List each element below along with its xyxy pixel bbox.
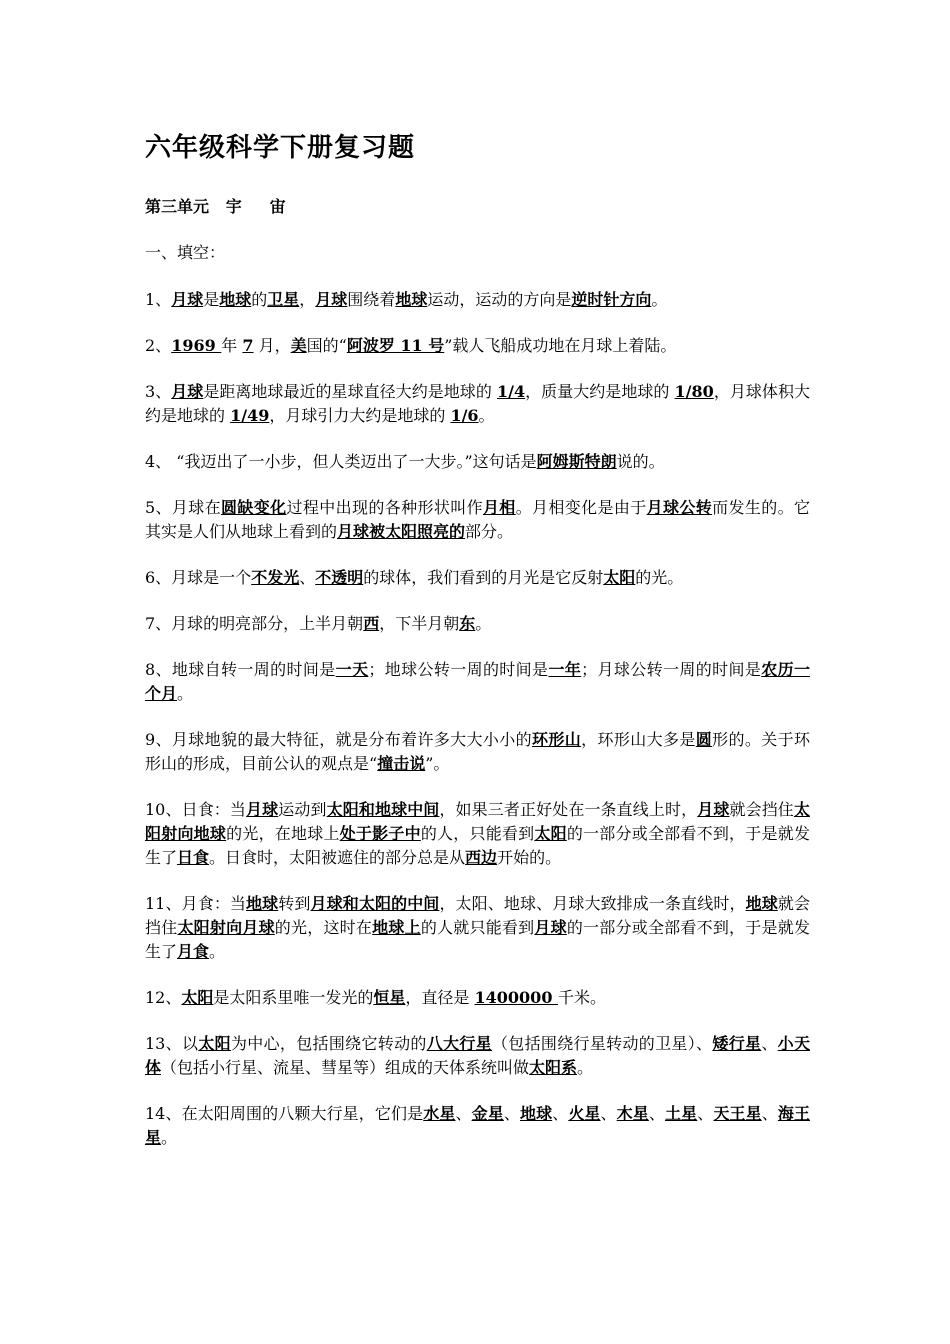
question-13 bbox=[145, 1032, 810, 1080]
question-text: ；地球公转一周的时间是 bbox=[368, 660, 549, 679]
question-text: 的光。 bbox=[635, 568, 684, 587]
unit-heading: 第三单元 宇 宙 bbox=[145, 197, 286, 216]
answer-text: 月球被太阳照亮的 bbox=[337, 522, 466, 541]
question-text: 开始的。 bbox=[497, 848, 562, 867]
answer-text: 水星 bbox=[423, 1104, 456, 1123]
question-text: 千米。 bbox=[558, 988, 607, 1007]
question-text: ，月球引力大约是地球的 bbox=[269, 406, 451, 425]
question-text: ，如果三者正好处在一条直线上时， bbox=[439, 800, 698, 819]
question-text: 5、月球在 bbox=[145, 498, 222, 517]
answer-text: 金星 bbox=[471, 1104, 504, 1123]
answer-text: 太阳 bbox=[198, 1034, 231, 1053]
question-list bbox=[145, 288, 810, 1150]
question-text: 。 bbox=[577, 1058, 594, 1077]
question-text: 是距离地球最近的星球直径大约是地球的 bbox=[203, 382, 497, 401]
question-text: 的光，这时在 bbox=[274, 918, 373, 937]
answer-text: 恒星 bbox=[373, 988, 406, 1007]
question-9 bbox=[145, 728, 810, 776]
answer-text: 1400000 bbox=[474, 988, 559, 1007]
question-text: 3、 bbox=[145, 382, 172, 401]
question-text: 。 bbox=[161, 1128, 178, 1147]
question-text: 。 bbox=[478, 406, 495, 425]
question-text: 、 bbox=[648, 1104, 666, 1123]
question-5 bbox=[145, 496, 810, 544]
question-text: 13、以 bbox=[145, 1034, 199, 1053]
answer-text: 太阳 bbox=[534, 824, 567, 843]
answer-text: 太阳射向月球 bbox=[177, 918, 275, 937]
question-text: 10、日食：当 bbox=[145, 800, 247, 819]
question-text: 14、在太阳周围的八颗大行星，它们是 bbox=[145, 1104, 424, 1123]
answer-text: 地球 bbox=[246, 894, 279, 913]
question-text: 为中心，包括围绕它转动的 bbox=[230, 1034, 427, 1053]
answer-text: 太阳系 bbox=[529, 1058, 578, 1077]
question-text: 、 bbox=[697, 1104, 714, 1123]
answer-text: 西 bbox=[363, 614, 380, 633]
question-text: 、 bbox=[455, 1104, 472, 1123]
question-text: 年 bbox=[221, 336, 243, 355]
question-text: 的一部分或全部看不到，于是就发生了 bbox=[145, 824, 810, 867]
question-text: 转到 bbox=[278, 894, 311, 913]
answer-text: 月食 bbox=[177, 942, 210, 961]
answer-text: 太阳和地球中间 bbox=[326, 800, 440, 819]
answer-text: 月球 bbox=[171, 382, 204, 401]
question-text: 而发生的。它其实是人们从地球上看到的 bbox=[145, 498, 810, 541]
question-text: 、 bbox=[600, 1104, 617, 1123]
answer-text: 木星 bbox=[616, 1104, 649, 1123]
answer-text: 矮行星 bbox=[712, 1034, 762, 1053]
answer-text: 逆时针方向 bbox=[571, 290, 652, 309]
document-page bbox=[145, 128, 810, 1172]
question-text: 部分。 bbox=[465, 522, 514, 541]
question-text: 月， bbox=[253, 336, 291, 355]
question-text: ，月球体积大约是地球的 bbox=[145, 382, 810, 425]
answer-text: 地球上 bbox=[372, 918, 421, 937]
answer-text: 环形山 bbox=[532, 730, 582, 749]
question-8 bbox=[145, 658, 810, 706]
section-heading: 一、填空： bbox=[145, 243, 226, 262]
answer-text: 月球和太阳的中间 bbox=[310, 894, 440, 913]
answer-text: 圆缺变化 bbox=[221, 498, 287, 517]
question-text: 的人就只能看到 bbox=[420, 918, 535, 937]
question-text: 就会挡住 bbox=[729, 800, 794, 819]
question-text: 9、月球地貌的最大特征，就是分布着许多大大小小的 bbox=[145, 730, 533, 749]
answer-text: 日食 bbox=[177, 848, 210, 867]
answer-text: 一年 bbox=[548, 660, 582, 679]
question-text: 。 bbox=[209, 942, 226, 961]
question-1 bbox=[145, 288, 810, 312]
answer-text: 卫星 bbox=[267, 290, 300, 309]
question-7 bbox=[145, 612, 810, 636]
question-text: 围绕着 bbox=[347, 290, 396, 309]
answer-text: 圆 bbox=[695, 730, 713, 749]
question-text: 。 bbox=[177, 684, 194, 703]
answer-text: 土星 bbox=[665, 1104, 698, 1123]
question-text: 的光，在地球上 bbox=[226, 824, 340, 843]
question-text: 运动到 bbox=[278, 800, 327, 819]
answer-text: 月球 bbox=[697, 800, 730, 819]
question-text: 11、月食：当 bbox=[145, 894, 247, 913]
question-text: ，直径是 bbox=[405, 988, 475, 1007]
answer-text: 东 bbox=[459, 614, 476, 633]
answer-text: 太阳 bbox=[181, 988, 214, 1007]
question-text: 7、月球的明亮部分，上半月朝 bbox=[145, 614, 364, 633]
question-text: 过程中出现的各种形状叫作 bbox=[286, 498, 483, 517]
question-4 bbox=[145, 450, 810, 474]
answer-text: 农历一个月 bbox=[145, 660, 810, 703]
question-text: ，环形山大多是 bbox=[581, 730, 696, 749]
answer-text: 八大行星 bbox=[426, 1034, 492, 1053]
question-text: 形的。关于环形山的形成，目前公认的观点是“ bbox=[145, 730, 810, 773]
question-12 bbox=[145, 986, 810, 1010]
question-text: 。月相变化是由于 bbox=[515, 498, 647, 517]
answer-text: 火星 bbox=[568, 1104, 601, 1123]
answer-text: 海王星 bbox=[145, 1104, 810, 1147]
question-11 bbox=[145, 892, 810, 964]
question-text: 的 bbox=[251, 290, 268, 309]
answer-text: 美 bbox=[290, 336, 307, 355]
answer-text: 地球 bbox=[745, 894, 778, 913]
question-text: （包括围绕行星转动的卫星）、 bbox=[491, 1034, 713, 1053]
question-text: 运动，运动的方向是 bbox=[427, 290, 572, 309]
answer-text: 月相 bbox=[482, 498, 516, 517]
question-text: 国的“ bbox=[306, 336, 347, 355]
question-text: 、 bbox=[552, 1104, 569, 1123]
question-text: 1、 bbox=[145, 290, 172, 309]
answer-text: 阿波罗 11 号 bbox=[346, 336, 445, 355]
answer-text: 太阳射向地球 bbox=[145, 800, 810, 843]
question-text: ，质量大约是地球的 bbox=[525, 382, 675, 401]
question-text: 6、月球是一个 bbox=[145, 568, 252, 587]
question-text: 8、地球自转一周的时间是 bbox=[145, 660, 336, 679]
answer-text: 西边 bbox=[465, 848, 498, 867]
question-text: ， bbox=[299, 290, 316, 309]
question-3 bbox=[145, 380, 810, 428]
answer-text: 1969 bbox=[171, 336, 222, 355]
answer-text: 地球 bbox=[395, 290, 428, 309]
answer-text: 小天体 bbox=[145, 1034, 810, 1077]
document-title: 六年级科学下册复习题 bbox=[145, 133, 416, 163]
answer-text: 地球 bbox=[519, 1104, 553, 1123]
question-text: 。日食时，太阳被遮住的部分总是从 bbox=[209, 848, 466, 867]
question-text: 就会挡住 bbox=[145, 894, 810, 937]
answer-text: 天王星 bbox=[713, 1104, 762, 1123]
question-text: 、 bbox=[299, 568, 316, 587]
question-text: ”载人飞船成功地在月球上着陆。 bbox=[444, 336, 677, 355]
answer-text: 1/80 bbox=[674, 382, 714, 401]
answer-text: 1/49 bbox=[230, 406, 270, 425]
question-6 bbox=[145, 566, 810, 590]
question-text: 的人，只能看到 bbox=[420, 824, 535, 843]
question-14 bbox=[145, 1102, 810, 1150]
question-text: ；月球公转一周的时间是 bbox=[581, 660, 762, 679]
answer-text: 处于影子中 bbox=[339, 824, 421, 843]
answer-text: 不发光 bbox=[251, 568, 300, 587]
answer-text: 阿姆斯特朗 bbox=[536, 452, 617, 471]
question-text: 。 bbox=[475, 614, 492, 633]
question-text: 、 bbox=[761, 1104, 778, 1123]
question-text: 12、 bbox=[145, 988, 182, 1007]
question-text: ，下半月朝 bbox=[379, 614, 460, 633]
answer-text: 1/6 bbox=[450, 406, 479, 425]
question-text: 4、 “我迈出了一小步，但人类迈出了一大步。”这句话是 bbox=[145, 452, 537, 471]
answer-text: 撞击说 bbox=[377, 754, 426, 773]
question-text: ，太阳、地球、月球大致排成一条直线时， bbox=[439, 894, 746, 913]
answer-text: 月球 bbox=[315, 290, 348, 309]
question-text: 2、 bbox=[145, 336, 172, 355]
answer-text: 不透明 bbox=[315, 568, 364, 587]
question-text: （包括小行星、流星、彗星等）组成的天体系统叫做 bbox=[161, 1058, 530, 1077]
question-text: 、 bbox=[503, 1104, 520, 1123]
question-text: 的球体，我们看到的月光是它反射 bbox=[363, 568, 604, 587]
answer-text: 一天 bbox=[335, 660, 369, 679]
question-text: 是 bbox=[203, 290, 220, 309]
answer-text: 月球 bbox=[534, 918, 567, 937]
question-text: 是太阳系里唯一发光的 bbox=[213, 988, 374, 1007]
question-text: 。 bbox=[651, 290, 668, 309]
question-10 bbox=[145, 798, 810, 870]
answer-text: 7 bbox=[242, 336, 254, 355]
answer-text: 月球 bbox=[246, 800, 279, 819]
answer-text: 月球 bbox=[171, 290, 204, 309]
answer-text: 地球 bbox=[219, 290, 252, 309]
question-text: 的一部分或全部看不到，于是就发生了 bbox=[145, 918, 810, 961]
question-2 bbox=[145, 334, 810, 358]
answer-text: 月球公转 bbox=[646, 498, 713, 517]
question-text: 说的。 bbox=[616, 452, 665, 471]
answer-text: 1/4 bbox=[497, 382, 526, 401]
answer-text: 太阳 bbox=[603, 568, 636, 587]
question-text: ”。 bbox=[425, 754, 450, 773]
question-text: 、 bbox=[761, 1034, 778, 1053]
